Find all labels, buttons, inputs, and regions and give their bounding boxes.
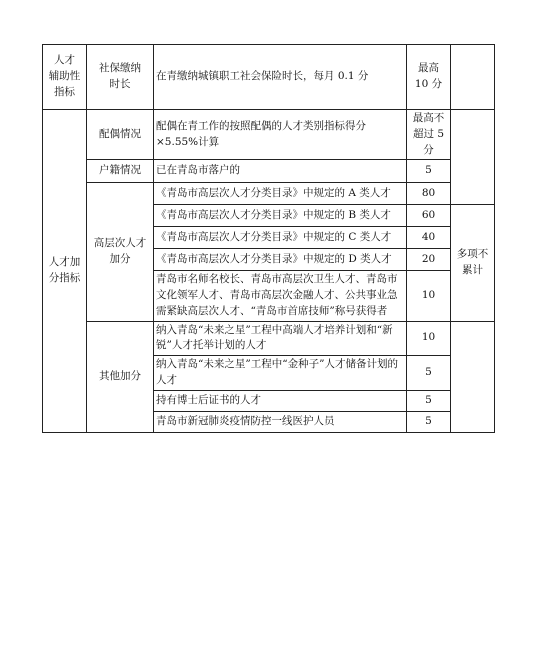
empty-cell <box>451 321 495 432</box>
score-cell: 5 <box>407 356 451 391</box>
item-cell: 社保缴纳 时长 <box>87 45 154 110</box>
standard-cell: 《青岛市高层次人才分类目录》中规定的 A 类人才 <box>154 183 407 205</box>
score-cell: 5 <box>407 160 451 183</box>
score-cell: 最高 10 分 <box>407 45 451 110</box>
score-cell: 最高不 超过 5 分 <box>407 110 451 160</box>
standard-cell: 纳入青岛“未来之星”工程中高端人才培养计划和“新锐”人才托举计划的人才 <box>154 321 407 356</box>
score-cell: 60 <box>407 205 451 227</box>
spouse-row <box>43 110 495 160</box>
item-cell: 其他加分 <box>87 321 154 432</box>
category-cell: 人才 辅助性 指标 <box>43 45 87 110</box>
standard-cell: 《青岛市高层次人才分类目录》中规定的 C 类人才 <box>154 227 407 249</box>
standard-cell: 《青岛市高层次人才分类目录》中规定的 D 类人才 <box>154 249 407 271</box>
score-cell: 5 <box>407 390 451 411</box>
score-cell: 40 <box>407 227 451 249</box>
standard-cell: 纳入青岛“未来之星”工程中“金种子”人才储备计划的人才 <box>154 356 407 391</box>
score-cell: 10 <box>407 321 451 356</box>
score-cell: 5 <box>407 411 451 432</box>
empty-cell <box>451 110 495 205</box>
item-cell: 配偶情况 <box>87 110 154 160</box>
standard-cell: 青岛市新冠肺炎疫情防控一线医护人员 <box>154 411 407 432</box>
score-cell: 80 <box>407 183 451 205</box>
multi-note-cell: 多项不 累计 <box>451 205 495 321</box>
hukou-row <box>43 160 495 183</box>
table-row <box>43 321 495 356</box>
item-cell: 户籍情况 <box>87 160 154 183</box>
empty-cell <box>451 45 495 110</box>
item-cell: 高层次人才 加分 <box>87 183 154 321</box>
standard-cell: 配偶在青工作的按照配偶的人才类别指标得分×5.55%计算 <box>154 110 407 160</box>
score-cell: 10 <box>407 271 451 321</box>
table-row <box>43 183 495 205</box>
standard-cell: 在青缴纳城镇职工社会保险时长，每月 0.1 分 <box>154 45 407 110</box>
category-cell: 人才加 分指标 <box>43 110 87 433</box>
standard-cell: 持有博士后证书的人才 <box>154 390 407 411</box>
aux-indicator-row <box>43 45 495 110</box>
talent-indicator-table <box>42 44 495 433</box>
standard-cell: 青岛市名师名校长、青岛市高层次卫生人才、青岛市文化领军人才、青岛市高层次金融人才、公共事业急需紧缺高层次人才、“青岛市首席技师”称号获得者 <box>154 271 407 321</box>
standard-cell: 《青岛市高层次人才分类目录》中规定的 B 类人才 <box>154 205 407 227</box>
score-cell: 20 <box>407 249 451 271</box>
standard-cell: 已在青岛市落户的 <box>154 160 407 183</box>
